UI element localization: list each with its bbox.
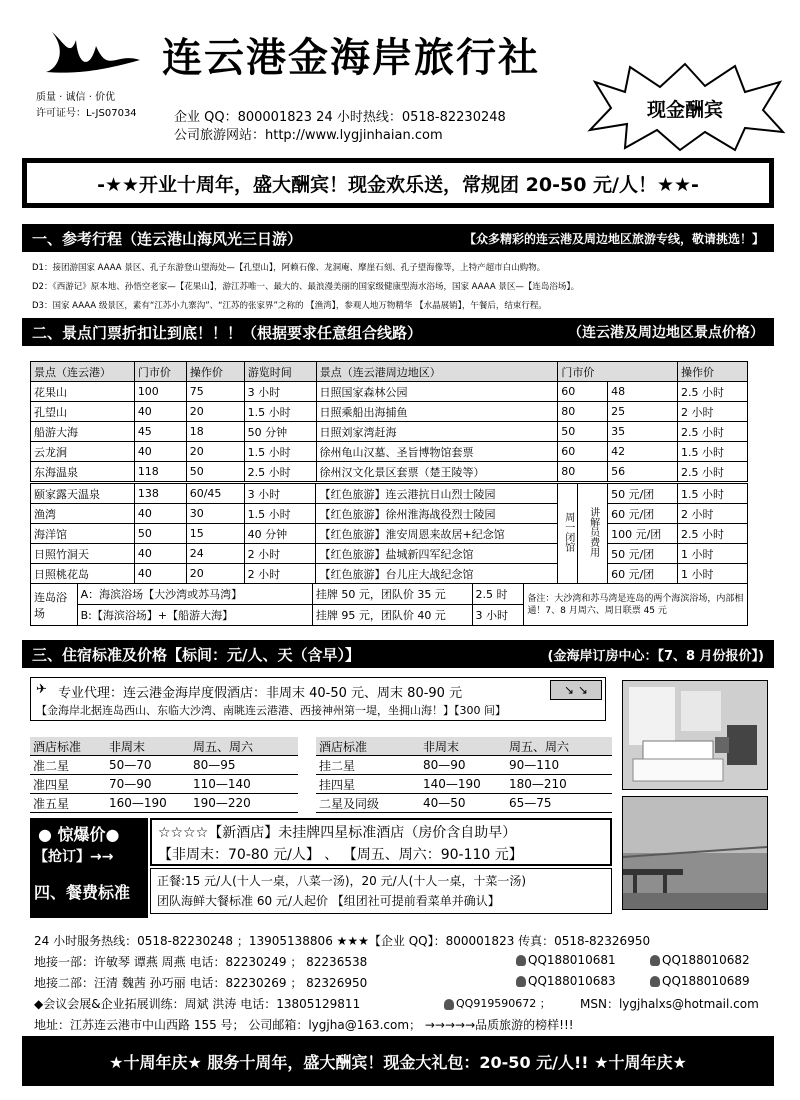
cell: 日照乘船出海捕鱼 [316, 402, 558, 422]
section4-title: 四、餐费标准 [34, 883, 131, 902]
cell: 160—190 [106, 794, 190, 813]
cell: 花果山 [31, 382, 135, 402]
cell: 50 元/团 [608, 484, 678, 504]
table-row [31, 484, 748, 504]
hotel-description: 【金海岸北据连岛西山、东临大沙湾、南眺连云港港、西接神州第一堤，坐拥山海！】【300 间】 [36, 704, 506, 717]
msn-contact[interactable]: MSN：lygjhalxs@hotmail.com [580, 997, 759, 1011]
cell: 【红色旅游】盐城新四军纪念馆 [316, 544, 558, 564]
cell: 3 小时 [244, 484, 316, 504]
cell: 2.5 小时 [678, 422, 748, 442]
hot-deal-text: ● 惊爆价● [38, 825, 120, 844]
cell: 挂四星 [316, 775, 420, 794]
table-row [31, 524, 748, 544]
col-header: 周五、周六 [190, 737, 298, 756]
cell: 【红色旅游】台儿庄大战纪念馆 [316, 564, 558, 584]
qq-number: QQ188010682 [662, 953, 750, 967]
cell: 2 小时 [244, 564, 316, 584]
cell: 110—140 [190, 775, 298, 794]
burst-text: 现金酬宾 [646, 99, 724, 121]
conference-contact: ◆会议会展&企业拓展训练：周斌 洪涛 电话：13805129811 [34, 997, 361, 1011]
cell: 100 元/团 [608, 524, 678, 544]
beach-bath-table [30, 583, 748, 626]
cell: 20 [186, 564, 244, 584]
cell: A：海滨浴场【大沙湾或苏马湾】 [77, 584, 312, 605]
col-header: 酒店标准 [316, 737, 420, 756]
cell: 1.5 小时 [678, 442, 748, 462]
cell: 65—75 [506, 794, 612, 813]
hot-deal-box [30, 818, 148, 918]
meal-price-box [150, 868, 612, 914]
cell: 1.5 小时 [678, 484, 748, 504]
company-logo [38, 22, 148, 82]
address-line: 地址：江苏连云港市中山西路 155 号； 公司邮箱：lygjha@163.com； →→→→→品质旅游的榜样!!! [34, 1018, 574, 1032]
qq-icon [650, 976, 660, 987]
cell: 渔湾 [31, 504, 135, 524]
cell: 118 [134, 462, 186, 482]
cell: 东海温泉 [31, 462, 135, 482]
new-hotel-promo [150, 818, 612, 866]
cell: 日照桃花岛 [31, 564, 135, 584]
table-row [31, 382, 748, 402]
guide-fee-label [578, 484, 608, 584]
dept1-qq-a [516, 953, 616, 967]
table-row [316, 756, 612, 775]
section3-title: 三、住宿标准及价格【标间：元/人、天（含早）】 [32, 645, 360, 664]
cell: 60 [558, 382, 608, 402]
col-header: 非周末 [420, 737, 506, 756]
cell: 40 [134, 402, 186, 422]
cell: 45 [134, 422, 186, 442]
cell: 80—95 [190, 756, 298, 775]
section3-header [22, 640, 774, 668]
cell: 准五星 [30, 794, 106, 813]
top-promo-banner: -★★开业十周年，盛大酬宾！现金欢乐送，常规团 20-50 元/人！★★- [22, 158, 774, 208]
table-row [31, 584, 748, 605]
cell: 船游大海 [31, 422, 135, 442]
plane-icon: ✈ [36, 682, 47, 697]
cell: 二星及同级 [316, 794, 420, 813]
cell: 24 [186, 544, 244, 564]
hotel-price-table-right [316, 737, 612, 813]
cell: 50 [134, 524, 186, 544]
cell: 50—70 [106, 756, 190, 775]
dept2-contact: 地接二部：汪清 魏茜 孙巧丽 电话：82230269 ； 82326950 [34, 976, 368, 990]
cell: 75 [186, 382, 244, 402]
cell: 1.5 小时 [244, 504, 316, 524]
cell: 18 [186, 422, 244, 442]
table-row [30, 794, 298, 813]
cell: 48 [608, 382, 678, 402]
cell: 100 [134, 382, 186, 402]
arrow-icon: ↘ ↘ [550, 680, 602, 700]
cell: B:【海滨浴场】+【船游大海】 [77, 605, 312, 626]
closed-monday-label [558, 484, 578, 584]
itinerary-day3: D3：国家 AAAA 级景区，素有“江苏小九寨沟”、“江苏的张家界”之称的 【渔湾】，参观人地万物精华 【水晶展销】，午餐后，结束行程。 [32, 301, 547, 311]
cell: 云龙涧 [31, 442, 135, 462]
qq-number: QQ919590672 ； [456, 997, 551, 1010]
table-header-row [30, 737, 298, 756]
scenic-spot-price-table [30, 361, 748, 382]
cell: 2.5 小时 [678, 382, 748, 402]
dept1-contact: 地接一部：许敏琴 谭燕 周燕 电话：82230249 ； 82236538 [34, 955, 368, 969]
cell: 20 [186, 442, 244, 462]
closed-monday-text: 周一闭馆 [562, 511, 574, 552]
grab-order-text: 【抢订】→→ [34, 849, 114, 865]
cell: 1 小时 [678, 564, 748, 584]
table-row [31, 402, 748, 422]
cell: 1.5 小时 [244, 442, 316, 462]
cell: 准四星 [30, 775, 106, 794]
scenic-spot-rows [30, 381, 748, 482]
cell: 60 [558, 442, 608, 462]
cell: 40 [134, 504, 186, 524]
table-row [30, 775, 298, 794]
bath-note: 备注：大沙湾和苏马湾是连岛的两个海滨浴场，内部相通！7、8 月周六、周日联票 45 元 [524, 584, 748, 626]
cell: 2.5 小时 [678, 524, 748, 544]
bath-label: 连岛浴场 [31, 584, 78, 626]
qq-number: QQ188010681 [528, 953, 616, 967]
cell: 40 分钟 [244, 524, 316, 544]
cell: 140—190 [420, 775, 506, 794]
table-row [31, 422, 748, 442]
cell: 日照竹洞天 [31, 544, 135, 564]
cell: 【红色旅游】连云港抗日山烈士陵园 [316, 484, 558, 504]
section1-header [22, 224, 774, 252]
promo-price-line: 【非周末：70-80 元/人】 、 【周五、周六：90-110 元】 [158, 847, 523, 863]
contact-line: 企业 QQ：800001823 24 小时热线：0518-82230248 [174, 110, 506, 125]
cell: 2.5 小时 [678, 462, 748, 482]
cell: 35 [608, 422, 678, 442]
agent-line: 专业代理：连云港金海岸度假酒店：非周末 40-50 元、周末 80-90 元 [58, 686, 463, 701]
cell: 138 [134, 484, 186, 504]
table-row [31, 544, 748, 564]
table-row [30, 756, 298, 775]
cell: 90—110 [506, 756, 612, 775]
cell: 80 [558, 462, 608, 482]
cell: 80 [558, 402, 608, 422]
section2-title: 二、景点门票折扣让到底！！！（根据要求任意组合线路） [32, 323, 423, 342]
col-header: 景点（连云港周边地区） [316, 362, 558, 382]
cell: 60 元/团 [608, 564, 678, 584]
qq-icon [444, 999, 454, 1010]
company-name: 连云港金海岸旅行社 [162, 35, 540, 81]
cell: 日照国家森林公园 [316, 382, 558, 402]
cell: 准二星 [30, 756, 106, 775]
section3-note: (金海岸订房中心：【7、8 月份报价】) [547, 648, 764, 664]
qq-number: QQ188010689 [662, 974, 750, 988]
table-row [31, 442, 748, 462]
cell: 日照刘家湾赶海 [316, 422, 558, 442]
slogan: 质量 · 诚信 · 价优 [36, 92, 116, 103]
cell: 2.5 小时 [244, 462, 316, 482]
cell: 【红色旅游】淮安周恩来故居+纪念馆 [316, 524, 558, 544]
website-line: 公司旅游网站：http://www.lygjinhaian.com [174, 128, 443, 143]
dept2-qq-a [516, 974, 616, 988]
cell: 40 [134, 442, 186, 462]
cell: 42 [608, 442, 678, 462]
cell: 50 [186, 462, 244, 482]
dept2-qq-b [650, 974, 750, 988]
promo-line: ☆☆☆☆【新酒店】未挂牌四星标准酒店（房价含自助早） [158, 825, 517, 841]
cell: 56 [608, 462, 678, 482]
cell: 2 小时 [244, 544, 316, 564]
cell: 徐州龟山汉墓、圣旨博物馆套票 [316, 442, 558, 462]
cell: 2 小时 [678, 402, 748, 422]
table-header-row [31, 362, 748, 382]
cell: 40 [134, 544, 186, 564]
license-number: 许可证号：L-JS07034 [36, 108, 137, 119]
col-header: 操作价 [678, 362, 748, 382]
table-row [31, 564, 748, 584]
cell: 20 [186, 402, 244, 422]
col-header: 景点（连云港） [31, 362, 135, 382]
table-header-row [316, 737, 612, 756]
cell: 1.5 小时 [244, 402, 316, 422]
cell: 60/45 [186, 484, 244, 504]
col-header: 非周末 [106, 737, 190, 756]
hotel-room-photo [622, 680, 768, 790]
table-row [316, 794, 612, 813]
cell: 海洋馆 [31, 524, 135, 544]
cell: 孔望山 [31, 402, 135, 422]
cell: 挂牌 95 元，团队价 40 元 [312, 605, 472, 626]
itinerary-day1: D1：接团游国家 AAAA 景区、孔子东游登山望海处—【孔望山】，阿赖石像、龙洞庵、摩崖石刻、孔子望海像等，上特产超市白山购物。 [32, 263, 546, 273]
table-row [31, 462, 748, 482]
cell: 50 [558, 422, 608, 442]
col-header: 游览时间 [244, 362, 316, 382]
col-header: 周五、周六 [506, 737, 612, 756]
dept1-qq-b [650, 953, 750, 967]
starburst-badge [585, 62, 785, 152]
seafood-line: 团队海鲜大餐标准 60 元/人起价 【组团社可提前看菜单并确认】 [157, 894, 500, 908]
cell: 180—210 [506, 775, 612, 794]
cell: 190—220 [190, 794, 298, 813]
cell: 60 元/团 [608, 504, 678, 524]
section2-header [22, 318, 774, 346]
cell: 40—50 [420, 794, 506, 813]
cell: 50 分钟 [244, 422, 316, 442]
col-header: 操作价 [186, 362, 244, 382]
seaside-photo [622, 796, 768, 910]
cell: 1 小时 [678, 544, 748, 564]
col-header: 门市价 [134, 362, 186, 382]
table-row [316, 775, 612, 794]
cell: 50 元/团 [608, 544, 678, 564]
cell: 挂牌 50 元，团队价 35 元 [312, 584, 472, 605]
cell: 颐家露天温泉 [31, 484, 135, 504]
qq-icon [516, 976, 526, 987]
cell: 3 小时 [472, 605, 524, 626]
col-header: 酒店标准 [30, 737, 106, 756]
section1-title: 一、参考行程（连云港山海风光三日游） [32, 229, 303, 248]
meal-line: 正餐:15 元/人(十人一桌，八菜一汤)，20 元/人(十人一桌，十菜一汤) [157, 874, 527, 888]
col-header: 门市价 [558, 362, 678, 382]
cell: 徐州汉文化景区套票（楚王陵等） [316, 462, 558, 482]
section1-note: 【众多精彩的连云港及周边地区旅游专线，敬请挑选！】 [463, 231, 764, 246]
cell: 2 小时 [678, 504, 748, 524]
cell: 挂二星 [316, 756, 420, 775]
cell: 15 [186, 524, 244, 544]
cell: 3 小时 [244, 382, 316, 402]
qq-icon [650, 955, 660, 966]
qq-number: QQ188010683 [528, 974, 616, 988]
hotel-price-table-left [30, 737, 298, 813]
cell: 30 [186, 504, 244, 524]
cell: 70—90 [106, 775, 190, 794]
red-tourism-rows [30, 483, 748, 584]
hotline: 24 小时服务热线：0518-82230248 ；13905138806 ★★★【企业 QQ】：800001823 传真：0518-82326950 [34, 934, 651, 948]
cell: 2.5 时 [472, 584, 524, 605]
cell: 【红色旅游】徐州淮海战役烈士陵园 [316, 504, 558, 524]
cell: 25 [608, 402, 678, 422]
qq-icon [516, 955, 526, 966]
cell: 80—90 [420, 756, 506, 775]
section2-note: （连云港及周边地区景点价格） [568, 325, 764, 341]
table-row [31, 504, 748, 524]
bottom-promo-banner: ★十周年庆★ 服务十周年，盛大酬宾！现金大礼包：20-50 元/人!! ★十周年庆★ [22, 1036, 774, 1086]
conference-qq [444, 995, 551, 1011]
cell: 40 [134, 564, 186, 584]
guide-fee-text: 讲解员费用 [587, 506, 599, 557]
itinerary-day2: D2：《西游记》原本地、孙悟空老家—【花果山】，游江苏唯一、最大的、最浪漫美丽的国家级健康型海水浴场，国家 AAAA 景区—【连岛浴场】。 [32, 282, 580, 292]
